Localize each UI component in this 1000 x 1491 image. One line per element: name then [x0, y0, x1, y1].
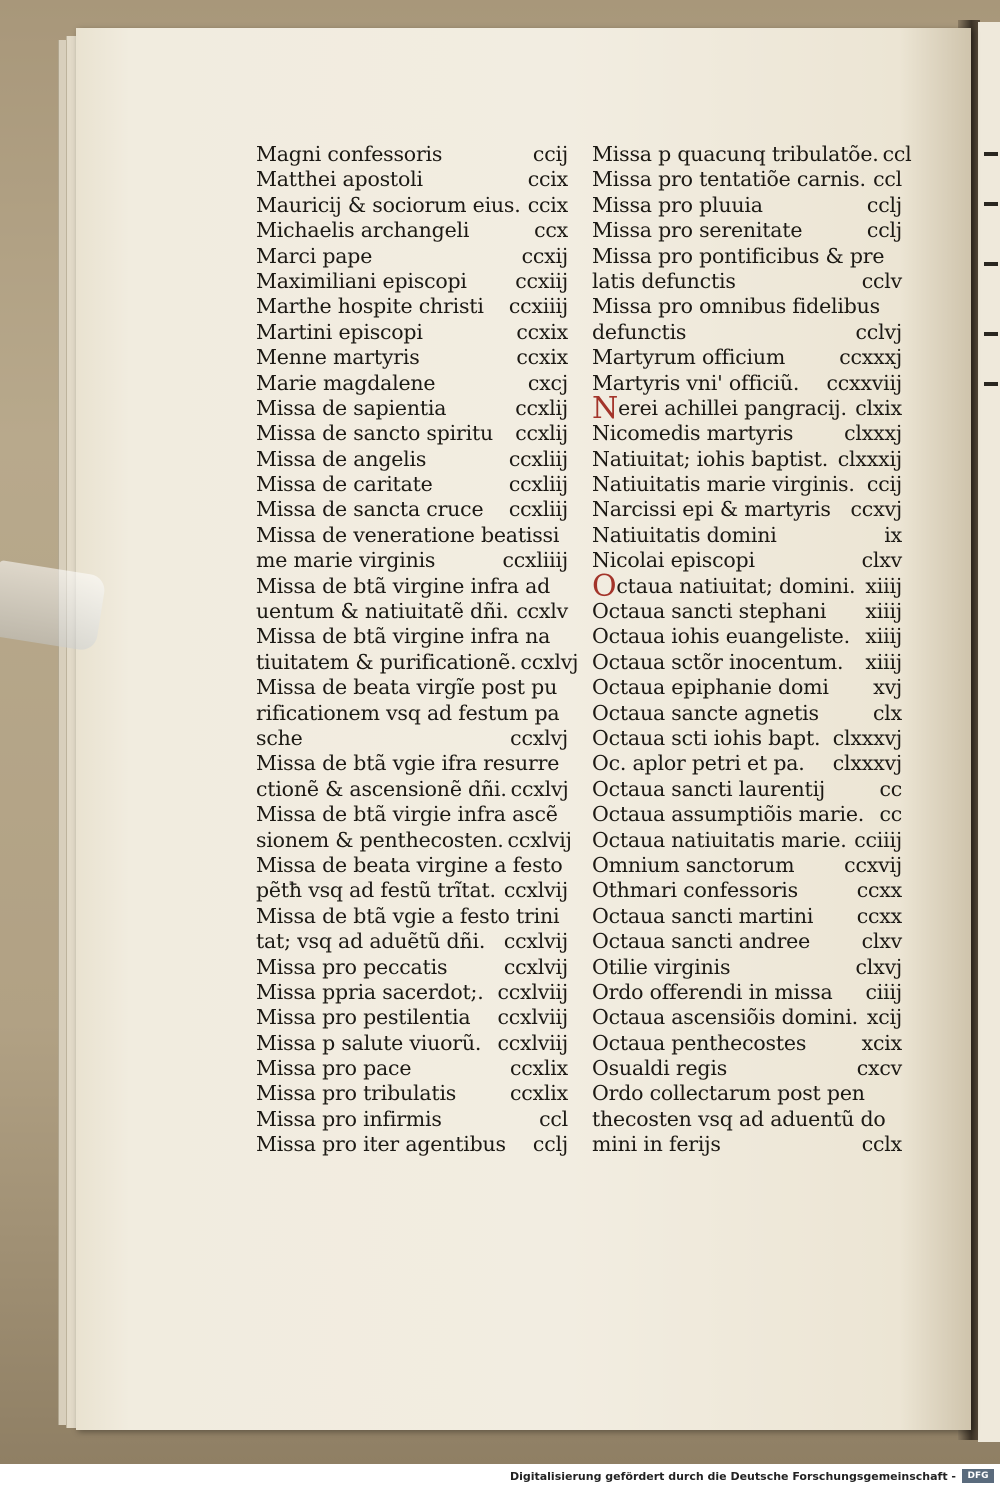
index-entry — [592, 675, 902, 700]
index-entry — [256, 218, 568, 243]
entry-text: Matthei apostoli — [256, 167, 423, 192]
folio-number: ccxlij — [515, 395, 568, 420]
entry-text: Magni confessoris — [256, 142, 443, 166]
index-entry — [256, 1132, 568, 1157]
folio-number: ccxxxj — [839, 345, 902, 370]
folio-number: ccx — [534, 218, 568, 243]
folio-number — [564, 751, 568, 776]
index-entry — [592, 878, 902, 903]
entry-text: Octaua scti iohis bapt. — [592, 725, 821, 750]
entry-text: Nerei achillei pangracij. — [592, 390, 847, 426]
folio-number: ccix — [527, 167, 568, 192]
folio-number: cciiij — [854, 827, 902, 852]
folio-number: clxxxj — [844, 421, 902, 446]
entry-text: Missa ppria sacerdot;. — [256, 979, 484, 1004]
folio-number: xcix — [861, 1030, 902, 1055]
entry-text: thecosten vsq ad aduentũ do — [592, 1106, 886, 1131]
entry-text: Otilie virginis — [592, 954, 731, 979]
index-entry — [256, 269, 568, 294]
entry-text: Missa pro pestilentia — [256, 1005, 471, 1030]
entry-text: Missa de btã vgie ifra resurre — [256, 751, 560, 776]
folio-number: ccij — [532, 142, 568, 166]
folio-number: ccxlvj — [510, 776, 569, 801]
entry-text: Martyrum officium — [592, 345, 786, 370]
entry-text: Oc. aplor petri et pa. — [592, 751, 805, 776]
folio-number: clx — [873, 700, 902, 725]
index-entry — [256, 142, 568, 167]
index-entry — [256, 167, 568, 192]
folio-number: ccxliij — [508, 446, 568, 471]
index-entry — [592, 193, 902, 218]
folio-number: cxcj — [527, 370, 568, 395]
folio-number — [564, 701, 568, 726]
entry-text: Missa de sancto spiritu — [256, 421, 494, 446]
folio-number: cclx — [861, 1132, 902, 1157]
index-entry — [256, 802, 568, 827]
index-entry — [256, 777, 568, 802]
folio-number: ccxix — [516, 345, 568, 370]
folio-number — [898, 1081, 902, 1106]
entry-text: Nicomedis martyris — [592, 421, 794, 446]
folio-number — [564, 624, 568, 649]
index-column-right — [592, 142, 912, 1158]
index-entry — [256, 1031, 568, 1056]
folio-number: ccxlvij — [507, 827, 572, 852]
index-entry — [592, 1031, 902, 1056]
index-entry — [256, 649, 579, 675]
index-entry — [592, 472, 902, 497]
entry-text: Michaelis archangeli — [256, 218, 470, 243]
folio-number: ccxlix — [510, 1081, 568, 1106]
folio-number: ciiij — [865, 979, 902, 1004]
index-entry — [592, 955, 902, 980]
entry-text: Octaua assumptiõis marie. — [592, 802, 865, 827]
folio-number: ccxvij — [844, 852, 902, 877]
index-entry — [592, 929, 902, 954]
folio-number: ccxvj — [850, 497, 902, 522]
index-entry — [592, 371, 902, 396]
entry-text: Missa pro serenitate — [592, 218, 803, 243]
entry-text: Maximiliani episcopi — [256, 268, 467, 293]
entry-text: Omnium sanctorum — [592, 852, 795, 877]
folio-number: ccxxviij — [826, 370, 902, 395]
entry-text: Natiuitatis marie virginis. — [592, 472, 855, 497]
index-entry — [256, 878, 568, 903]
index-entry — [592, 269, 902, 294]
index-entry — [592, 650, 902, 675]
entry-text: Octaua sancte agnetis — [592, 700, 819, 725]
folio-number: ccl — [539, 1106, 568, 1131]
index-entry — [256, 675, 568, 700]
folio-number: clxv — [861, 548, 902, 573]
entry-text: Othmari confessoris — [592, 878, 798, 903]
entry-text: Octaua sctõr inocentum. — [592, 649, 844, 674]
folio-number: cclj — [866, 218, 902, 243]
folio-number — [564, 523, 568, 548]
index-entry — [256, 574, 568, 599]
entry-text: Marie magdalene — [256, 370, 436, 395]
index-entry — [592, 726, 902, 751]
entry-text: Missa de btã virgine infra ad — [256, 573, 551, 598]
folio-number: clxv — [861, 929, 902, 954]
index-entry — [256, 1056, 568, 1081]
entry-text: Octaua sancti andree — [592, 929, 811, 954]
index-entry — [256, 193, 568, 218]
entry-text: Missa de btã virgie infra ascẽ — [256, 802, 558, 827]
folio-number — [564, 675, 568, 700]
folio-number: clxvj — [855, 954, 902, 979]
index-entry — [256, 421, 568, 446]
index-entry — [592, 548, 902, 573]
entry-text: mini in ferijs — [592, 1132, 721, 1157]
index-entry — [592, 447, 902, 472]
rubricated-initial: N — [592, 390, 619, 426]
index-entry — [592, 294, 902, 319]
entry-text: Missa pro pluuia — [592, 192, 763, 217]
entry-text: Natiuitatis domini — [592, 522, 777, 547]
entry-text: Octaua epiphanie domi — [592, 675, 829, 700]
entry-text: Missa de veneratione beatissi — [256, 522, 560, 547]
index-entry — [256, 548, 568, 573]
folio-number: ccxlix — [510, 1056, 568, 1081]
index-entry — [592, 167, 902, 192]
entry-text: Missa de btã virgine infra na — [256, 624, 551, 649]
entry-text: tat; vsq ad aduẽtũ dñi. — [256, 929, 486, 954]
footer-credit: Digitalisierung gefördert durch die Deutsche Forschungsgemeinschaft - — [509, 1470, 956, 1483]
folio-number — [564, 904, 568, 929]
entry-text: Missa p salute viuorũ. — [256, 1030, 482, 1055]
entry-text: Missa pro pontificibus & pre — [592, 243, 885, 268]
index-entry — [592, 828, 902, 853]
index-entry — [256, 599, 568, 624]
index-entry — [256, 624, 568, 649]
folio-number: xvj — [873, 675, 902, 700]
entry-text: Missa pro omnibus fidelibus — [592, 294, 880, 319]
folio-number: ccxlvij — [503, 954, 568, 979]
folio-number — [564, 574, 568, 599]
folio-number: cclv — [861, 268, 902, 293]
folio-number: ccxij — [521, 243, 568, 268]
facing-page-edge — [978, 22, 1000, 1442]
folio-number: clxxxij — [837, 446, 902, 471]
entry-text: Natiuitat; iohis baptist. — [592, 446, 829, 471]
index-entry — [592, 980, 902, 1005]
entry-text: Missa de angelis — [256, 446, 427, 471]
index-entry — [256, 904, 568, 929]
index-entry — [256, 1005, 568, 1030]
folio-number — [898, 1107, 902, 1132]
entry-text: Octaua sancti stephani — [592, 599, 827, 624]
folio-number: xcij — [866, 1005, 902, 1030]
folio-number: ccxlij — [515, 421, 568, 446]
entry-text: Octaua natiuitatis marie. — [592, 827, 847, 852]
folio-number — [564, 853, 568, 878]
entry-text: Missa de sapientia — [256, 395, 447, 420]
plastic-page-holder — [0, 560, 107, 652]
folio-number: cclj — [532, 1132, 568, 1157]
entry-text: Nicolai episcopi — [592, 548, 755, 573]
entry-text: Ordo collectarum post pen — [592, 1081, 865, 1106]
entry-text: Missa pro infirmis — [256, 1106, 442, 1131]
dfg-logo: DFG — [962, 1469, 994, 1483]
index-entry — [256, 497, 568, 522]
index-entry — [592, 345, 902, 370]
entry-text: Missa de beata virgine a festo — [256, 852, 563, 877]
entry-text: pẽtħ vsq ad festũ trĩtat. — [256, 878, 496, 903]
entry-text: me marie virginis — [256, 548, 436, 573]
folio-number: cc — [879, 802, 902, 827]
entry-text: Mauricij & sociorum eius. — [256, 192, 521, 217]
entry-text: Missa pro pace — [256, 1056, 412, 1081]
entry-text: Missa p quacunq tribulatõe. — [592, 142, 879, 166]
folio-number: xiiij — [865, 624, 902, 649]
index-entry — [592, 1056, 902, 1081]
index-entry — [256, 955, 568, 980]
folio-number: ccxx — [856, 903, 902, 928]
index-entry — [592, 751, 902, 776]
index-entry — [256, 396, 568, 421]
index-entry — [256, 345, 568, 370]
folio-number — [564, 802, 568, 827]
index-entry — [256, 1081, 568, 1106]
index-entry — [256, 523, 568, 548]
folio-number: ccxiiij — [508, 294, 568, 319]
index-entry — [592, 390, 902, 426]
entry-text: Octaua ascensiõis domini. — [592, 1005, 858, 1030]
folio-number: ccxlviij — [497, 1005, 568, 1030]
folio-number: ccij — [866, 472, 902, 497]
entry-text: Octaua sancti laurentij — [592, 776, 826, 801]
folio-number: ccxlviij — [497, 979, 568, 1004]
folio-number: ccxiij — [515, 268, 568, 293]
entry-text: Osualdi regis — [592, 1056, 728, 1081]
rubricated-initial: O — [592, 568, 617, 604]
folio-number: cclj — [866, 192, 902, 217]
index-column-left — [256, 142, 579, 1158]
folio-number — [898, 244, 902, 269]
entry-text: Missa de beata virgĩe post pu — [256, 675, 558, 700]
index-entry — [256, 751, 568, 776]
entry-text: Ordo offerendi in missa — [592, 979, 833, 1004]
index-entry — [256, 726, 568, 751]
folio-number: ccxlv — [516, 599, 568, 624]
index-entry — [592, 244, 902, 269]
folio-number: ccl — [873, 167, 902, 192]
folio-number: ccl — [882, 142, 912, 166]
index-entry — [256, 1107, 568, 1132]
folio-number: cc — [879, 776, 902, 801]
entry-text: Missa pro tentatiõe carnis. — [592, 167, 866, 192]
entry-text: Menne martyris — [256, 345, 420, 370]
entry-text: tiuitatem & purificationẽ. — [256, 649, 517, 674]
entry-text: Marthe hospite christi — [256, 294, 484, 319]
footer-bar — [0, 1464, 1000, 1491]
folio-number: ccxlvij — [503, 878, 568, 903]
entry-text: Octaua iohis euangeliste. — [592, 624, 850, 649]
folio-number: clxxxvj — [832, 725, 902, 750]
index-entry — [592, 624, 902, 649]
entry-text: latis defunctis — [592, 268, 736, 293]
folio-number — [898, 294, 902, 319]
index-entry — [256, 827, 572, 853]
index-entry — [592, 599, 902, 624]
index-entry — [256, 294, 568, 319]
index-entry — [592, 802, 902, 827]
folio-number: ccxliiij — [502, 548, 568, 573]
entry-text: rificationem vsq ad festum pa — [256, 700, 560, 725]
entry-text: Martini episcopi — [256, 319, 423, 344]
index-entry — [256, 980, 568, 1005]
entry-text: Missa pro iter agentibus — [256, 1132, 506, 1157]
entry-text: Missa pro tribulatis — [256, 1081, 457, 1106]
entry-text: ctionẽ & ascensionẽ dñi. — [256, 776, 507, 801]
entry-text: Octaua penthecostes — [592, 1030, 807, 1055]
index-entry — [256, 447, 568, 472]
index-entry — [256, 929, 568, 954]
folio-number: ccxliij — [508, 497, 568, 522]
index-entry — [592, 1107, 902, 1132]
index-entry — [592, 568, 902, 604]
index-entry — [592, 1081, 902, 1106]
entry-text: Missa de sancta cruce — [256, 497, 484, 522]
entry-text: Missa de btã vgie a festo trini — [256, 903, 560, 928]
index-entry — [592, 142, 912, 167]
index-entry — [256, 371, 568, 396]
index-entry — [592, 320, 902, 345]
index-entry — [592, 497, 902, 522]
entry-text: Missa pro peccatis — [256, 954, 448, 979]
entry-text: sionem & penthecosten. — [256, 827, 504, 852]
entry-text: Narcissi epi & martyris — [592, 497, 831, 522]
index-entry — [592, 777, 902, 802]
folio-number: cclvj — [855, 319, 902, 344]
index-entry — [256, 472, 568, 497]
folio-number: ccxix — [516, 319, 568, 344]
folio-number: ccxlvj — [510, 725, 568, 750]
entry-text: Octaua natiuitat; domini. — [592, 568, 856, 604]
index-entry — [256, 853, 568, 878]
index-entry — [592, 421, 902, 446]
index-entry — [592, 853, 902, 878]
folio-number: ccxliij — [508, 472, 568, 497]
index-entry — [592, 904, 902, 929]
entry-text: Martyris vni' officiũ. — [592, 370, 800, 395]
entry-text: Octaua sancti martini — [592, 903, 814, 928]
entry-text: uentum & natiuitatẽ dñi. — [256, 599, 509, 624]
index-entry — [256, 244, 568, 269]
folio-number: ccxlvj — [520, 649, 579, 674]
folio-number: xiiij — [865, 599, 902, 624]
folio-number: ccix — [527, 192, 568, 217]
folio-number: ix — [884, 522, 902, 547]
index-entry — [592, 1005, 902, 1030]
entry-text: defunctis — [592, 319, 687, 344]
entry-text: Marci pape — [256, 243, 373, 268]
index-entry — [256, 701, 568, 726]
index-entry — [592, 701, 902, 726]
entry-text: sche — [256, 725, 303, 750]
folio-number: ccxlviij — [497, 1030, 568, 1055]
index-entry — [592, 1132, 902, 1157]
folio-number: clxix — [855, 395, 902, 420]
folio-number: xiiij — [865, 649, 902, 674]
index-entry — [592, 218, 902, 243]
folio-number: xiiij — [865, 573, 902, 598]
folio-number: cxcv — [856, 1056, 902, 1081]
folio-number: ccxlvij — [503, 929, 568, 954]
folio-number: clxxxvj — [832, 751, 902, 776]
folio-number: ccxx — [856, 878, 902, 903]
index-entry — [592, 523, 902, 548]
index-entry — [256, 320, 568, 345]
entry-text: Missa de caritate — [256, 472, 433, 497]
